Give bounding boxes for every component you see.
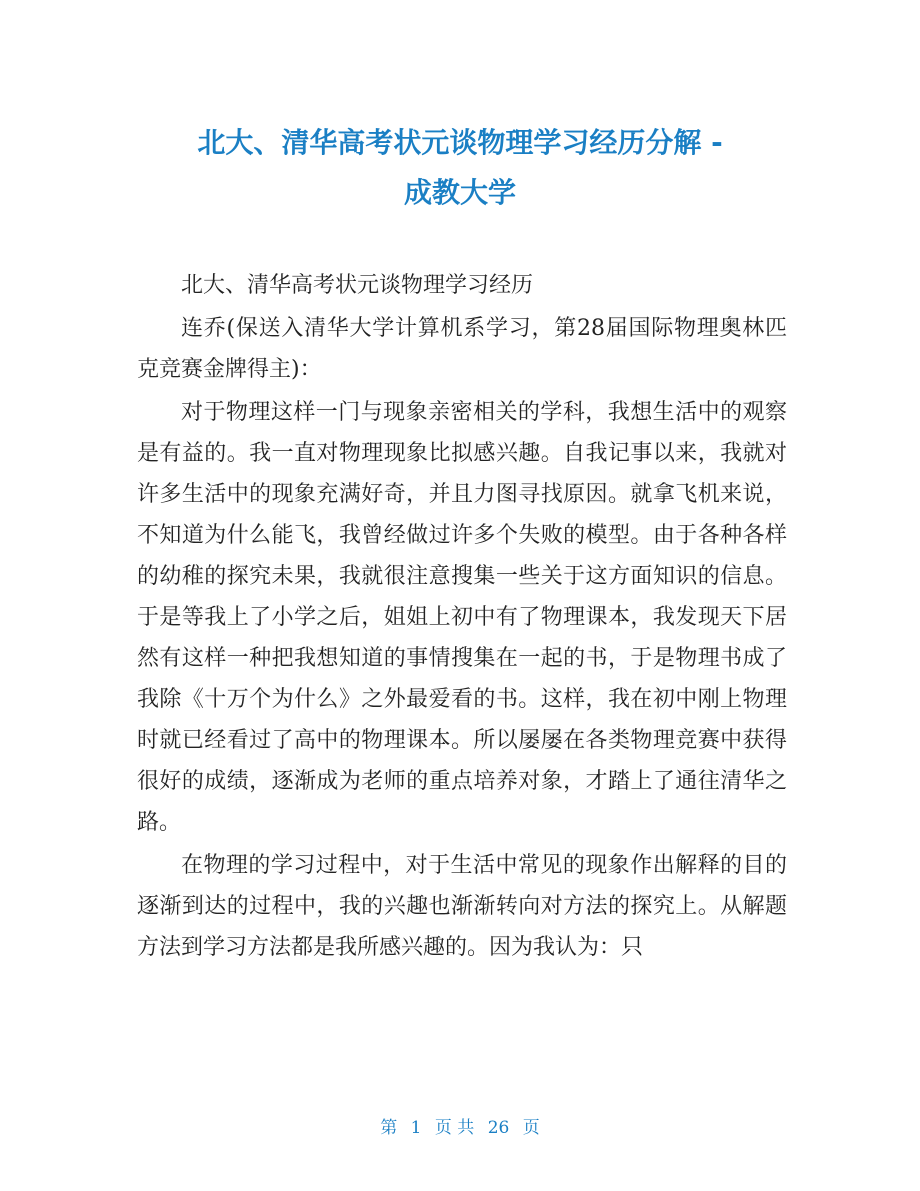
title-line-2: 成教大学	[403, 176, 516, 209]
paragraph: 在物理的学习过程中，对于生活中常见的现象作出解释的目的逐渐到达的过程中，我的兴趣也渐渐转向对方法的探究上。从解题方法到学习方法都是我所感兴趣的。因为我认为：只	[137, 853, 787, 960]
paragraph: 连乔(保送入清华大学计算机系学习，第28届国际物理奥林匹克竞赛金牌得主)：	[137, 316, 787, 382]
footer-suffix: 页	[522, 1118, 540, 1138]
document-title	[100, 118, 820, 218]
total-page-count: 26	[487, 1118, 510, 1138]
footer-mid: 页 共	[434, 1118, 475, 1138]
document-body	[137, 265, 787, 970]
current-page-number: 1	[410, 1118, 422, 1138]
title-line-1: 北大、清华高考状元谈物理学习经历分解 -	[197, 126, 723, 159]
paragraph: 北大、清华高考状元谈物理学习经历	[181, 273, 534, 298]
paragraph: 对于物理这样一门与现象亲密相关的学科，我想生活中的观察是有益的。我一直对物理现象比拟感兴趣。自我记事以来，我就对许多生活中的现象充满好奇，并且力图寻找原因。就拿飞机来说，不知道为什么能飞，我曾经做过许多个失败的模型。由于各种各样的幼稚的探究未果，我就很注意搜集一些关于这方面知识的信息。于是等我上了小学之后，姐姐上初中有了物理课本，我发现天下居然有这样一种把我想知道的事情搜集在一起的书，于是物理书成了我除《十万个为什么》之外最爱看的书。这样，我在初中刚上物理时就已经看过了高中的物理课本。所以屡屡在各类物理竞赛中获得很好的成绩，逐渐成为老师的重点培养对象，才踏上了通往清华之路。	[137, 400, 787, 835]
footer-prefix: 第	[380, 1118, 398, 1138]
page-footer	[0, 1113, 920, 1138]
